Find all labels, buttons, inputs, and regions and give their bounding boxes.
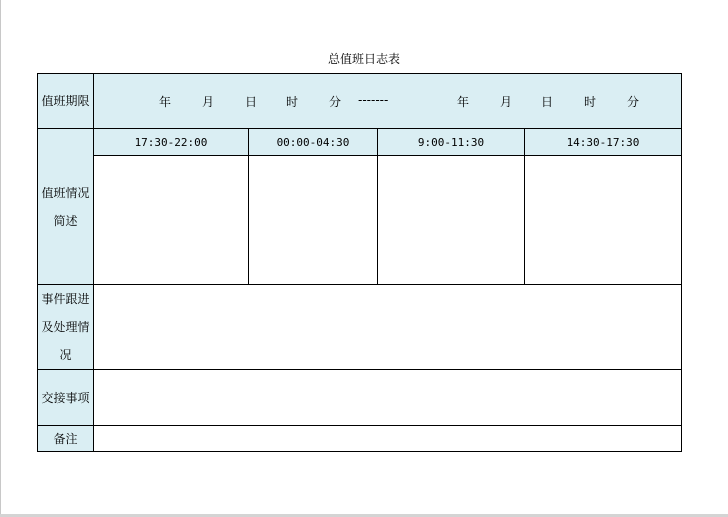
- document-title: 总值班日志表: [327, 52, 400, 66]
- summary-slot-2-cell[interactable]: [249, 156, 378, 285]
- summary-slot-4-cell[interactable]: [525, 156, 682, 285]
- summary-label: 值班情况简述: [41, 185, 90, 228]
- period-value-cell[interactable]: [94, 74, 682, 129]
- page-left-edge: [0, 0, 1, 517]
- duty-log-table: [37, 73, 682, 452]
- time-slot-header: 17:30-22:00: [94, 129, 249, 156]
- period-end-minute: 分: [627, 95, 640, 109]
- period-end-year: 年: [457, 95, 470, 109]
- period-start-year: 年: [159, 95, 172, 109]
- period-end-hour: 时: [584, 95, 597, 109]
- period-start-day: 日: [245, 95, 258, 109]
- period-start-month: 月: [202, 95, 215, 109]
- period-label-cell: [38, 74, 94, 129]
- summary-label-cell: [38, 129, 94, 285]
- time-slot-header: 14:30-17:30: [525, 129, 682, 156]
- period-line: [94, 74, 681, 128]
- period-separator: -------: [358, 93, 389, 107]
- period-label: 值班期限: [41, 94, 90, 108]
- period-end-month: 月: [500, 95, 513, 109]
- followup-value-cell[interactable]: [94, 285, 682, 370]
- handover-label-cell: [38, 370, 94, 426]
- summary-slot-3-cell[interactable]: [378, 156, 525, 285]
- followup-label-cell: [38, 285, 94, 370]
- remarks-value-cell[interactable]: [94, 426, 682, 452]
- handover-value-cell[interactable]: [94, 370, 682, 426]
- summary-slot-1-cell[interactable]: [94, 156, 249, 285]
- period-end-day: 日: [541, 95, 554, 109]
- remarks-label-cell: [38, 426, 94, 452]
- time-slot-header: 9:00-11:30: [378, 129, 525, 156]
- remarks-label: 备注: [53, 432, 78, 446]
- time-slot-header: 00:00-04:30: [249, 129, 378, 156]
- period-start-hour: 时: [286, 95, 299, 109]
- handover-label: 交接事项: [41, 390, 90, 405]
- period-start-minute: 分: [329, 95, 342, 109]
- followup-label: 事件跟进及处理情况: [41, 292, 90, 362]
